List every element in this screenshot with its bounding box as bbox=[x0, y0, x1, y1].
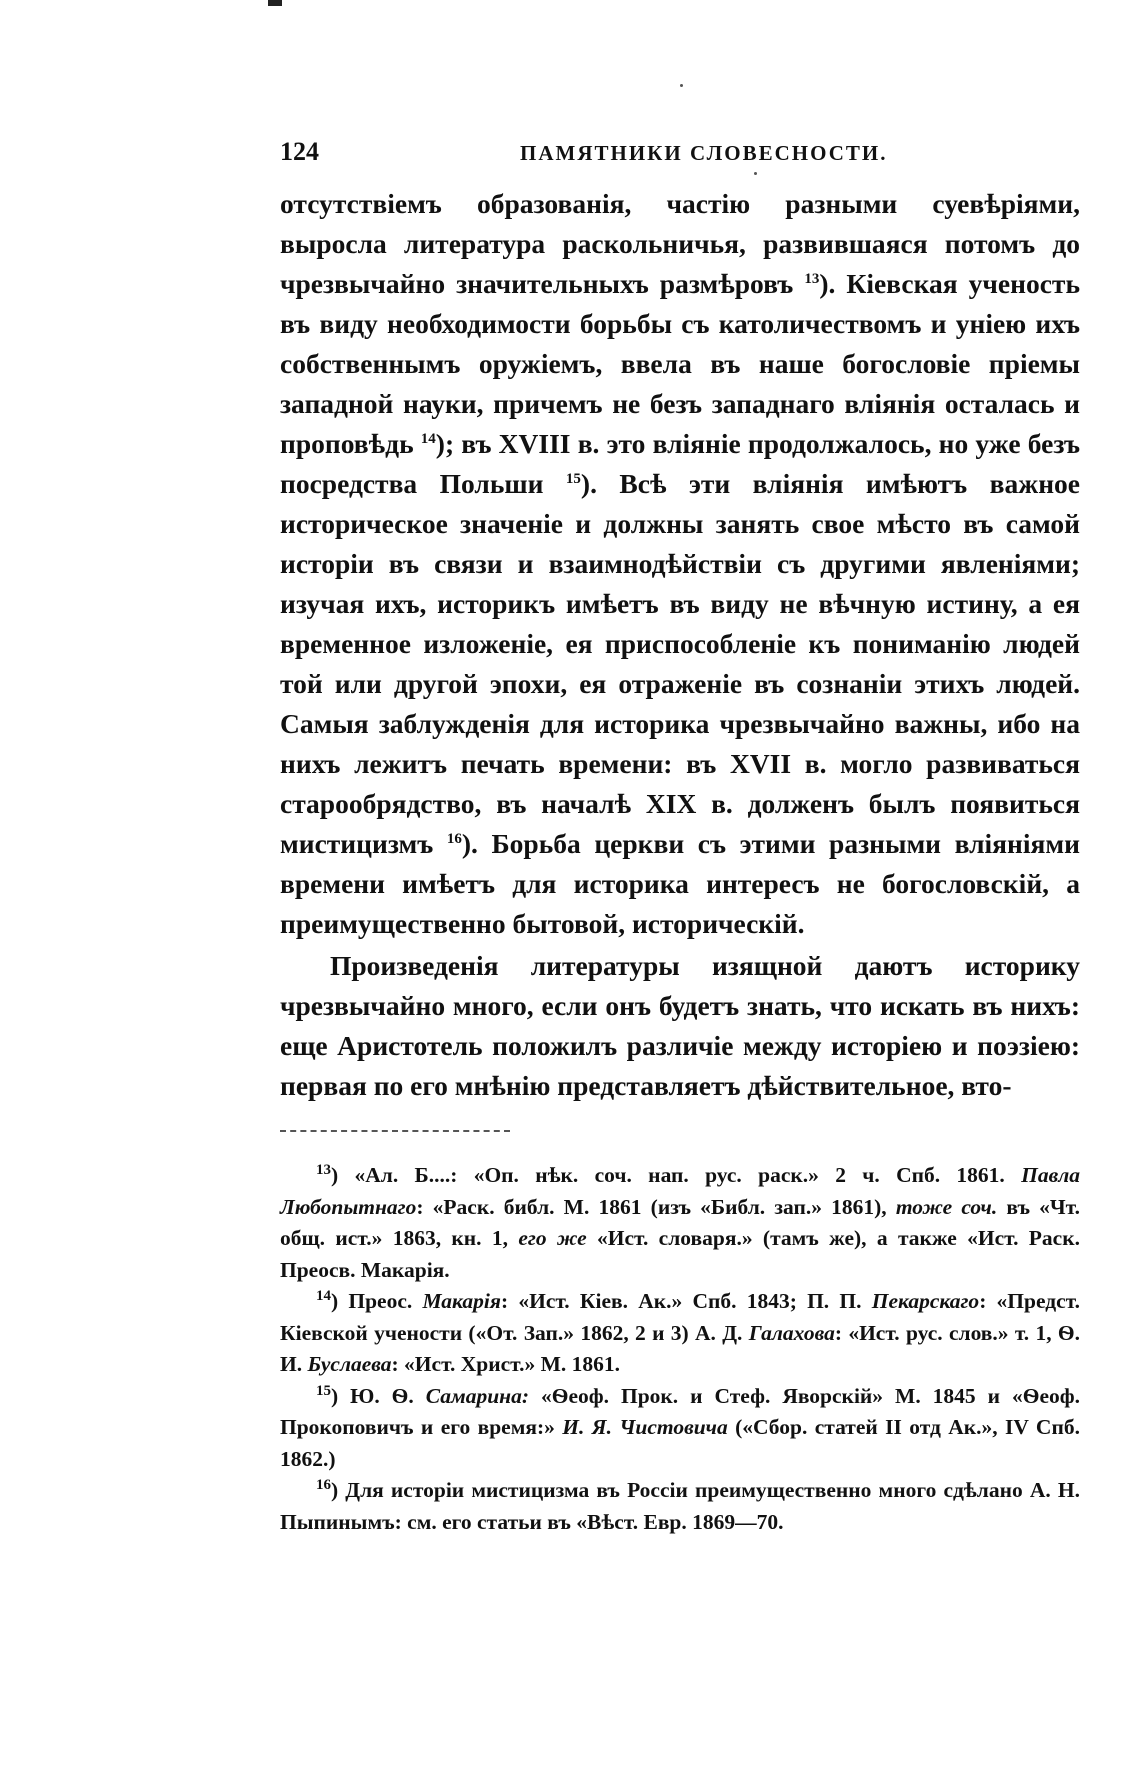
footnote bbox=[280, 1160, 1080, 1286]
footnote-text: : «Раск. библ. М. 1861 (изъ «Библ. зап.» 1861), bbox=[416, 1194, 896, 1219]
footnote-text: ) Ю. Ѳ. bbox=[331, 1383, 426, 1408]
footnote-italic-text: Павла Любопытнаго bbox=[280, 1163, 1080, 1219]
footnote bbox=[280, 1286, 1080, 1381]
paragraph: Произведенія литературы изящной даютъ историку чрезвычайно много, если онъ будетъ знать, что искать въ нихъ: еще Аристотель положилъ различіе между исторіею и поэзіею: первая по его мнѣнію представляетъ дѣйствительное, вто- bbox=[280, 950, 1080, 1101]
page-header bbox=[280, 137, 1080, 171]
footnote-text: : «Ист. Кіев. Ак.» Спб. 1843; П. П. bbox=[500, 1289, 872, 1313]
main-text bbox=[280, 184, 1080, 1106]
footnote-italic-text: Буслаева bbox=[307, 1352, 392, 1376]
footnote-divider bbox=[280, 1130, 510, 1132]
scan-speck bbox=[680, 84, 683, 87]
footnote-italic-text: И. Я. Чистовича bbox=[562, 1415, 728, 1439]
footnote-text: : «Ист. Христ.» М. 1861. bbox=[391, 1352, 621, 1376]
footnote-text: ) Для исторіи мистицизма въ Россіи преимущественно много сдѣлано А. Н. Пыпинымъ: см. его статьи въ «Вѣст. Евр. 1869—70. bbox=[280, 1478, 1080, 1534]
footnote-text: : «Ист. рус. слов.» т. 1, Ѳ. И. bbox=[280, 1320, 1080, 1376]
footnote-italic-text: его же bbox=[518, 1226, 587, 1250]
text-run: ). Всѣ эти вліянія имѣютъ важное историческое значеніе и должны занять свое мѣсто въ самой исторіи въ связи и взаимнодѣйствіи съ другими явленіями; изучая ихъ, историкъ имѣетъ въ виду не вѣчную истину, а ея временное изложеніе, ея приспособленіе къ пониманію людей той или другой эпохи, ея отраженіе въ сознаніи этихъ людей. Самыя заблужденія для историка чрезвычайно важны, ибо на нихъ лежитъ печать времени: въ XVII в. могло развиваться старообрядство, въ началѣ XIX в. долженъ былъ появиться мистицизмъ bbox=[280, 468, 1080, 859]
footnote bbox=[280, 1381, 1080, 1476]
footnote-text: ) Преос. bbox=[331, 1289, 423, 1313]
footnote-italic-text: тоже соч. bbox=[895, 1194, 998, 1219]
footnote-text: «Ѳеоф. Прок. и Стеф. Яворскій» М. 1845 и «Ѳеоф. Прокоповичъ и его время:» bbox=[280, 1383, 1080, 1439]
footnote-ref: 16 bbox=[446, 830, 462, 847]
footnote-marker: 16 bbox=[316, 1476, 331, 1493]
text-run: ). Борьба церкви съ этими разными вліяніями времени имѣетъ для историка интересъ не богословскій, а преимущественно бытовой, историческій. bbox=[280, 828, 1080, 939]
footnote-marker: 15 bbox=[316, 1382, 331, 1399]
footnote-text: въ «Чт. общ. ист.» 1863, кн. 1, bbox=[280, 1194, 1080, 1250]
footnote-ref: 15 bbox=[565, 470, 581, 487]
footnote-italic-text: Самарина: bbox=[425, 1383, 530, 1408]
footnote-ref: 14 bbox=[420, 430, 436, 447]
footnote-text: : «Предст. Кіевской учености («От. Зап.» 1862, 2 и 3) А. Д. bbox=[280, 1289, 1080, 1345]
text-run: ); въ XVIII в. это вліяніе продолжалось, но уже безъ посредства Польши bbox=[280, 428, 1080, 499]
footnotes bbox=[280, 1160, 1080, 1538]
scan-speck bbox=[754, 172, 757, 175]
running-head: ПАМЯТНИКИ СЛОВЕСНОСТИ. bbox=[520, 141, 888, 165]
page-number: 124 bbox=[280, 137, 319, 166]
text-run: ). Кіевская ученость въ виду необходимости борьбы съ католичествомъ и уніею ихъ собственнымъ оружіемъ, ввела въ наше богословіе пріемы западной науки, причемъ не безъ западнаго вліянія осталась и проповѣдь bbox=[280, 268, 1080, 459]
footnote bbox=[280, 1475, 1080, 1538]
footnote-italic-text: Пекарскаго bbox=[871, 1289, 980, 1313]
scan-artifact bbox=[268, 0, 282, 6]
footnote-text: ) «Ал. Б....: «Оп. нѣк. соч. нап. рус. раск.» 2 ч. Спб. 1861. bbox=[331, 1163, 1022, 1187]
footnote-ref: 13 bbox=[804, 270, 820, 287]
footnote-text: («Сбор. статей II отд Ак.», IV Спб. 1862.) bbox=[280, 1415, 1080, 1471]
footnote-marker: 13 bbox=[316, 1161, 331, 1178]
footnote-italic-text: Галахова bbox=[748, 1320, 835, 1345]
footnote-text: «Ист. словаря.» (тамъ же), а также «Ист. Раск. Преосв. Макарія. bbox=[280, 1226, 1080, 1282]
footnote-marker: 14 bbox=[316, 1287, 331, 1304]
text-run: отсутствіемъ образованія, частію разными суевѣріями, выросла литература раскольничья, развившаяся потомъ до чрезвычайно значительныхъ размѣровъ bbox=[280, 188, 1080, 299]
footnote-italic-text: Макарія bbox=[422, 1289, 501, 1313]
paragraph bbox=[280, 184, 1080, 944]
